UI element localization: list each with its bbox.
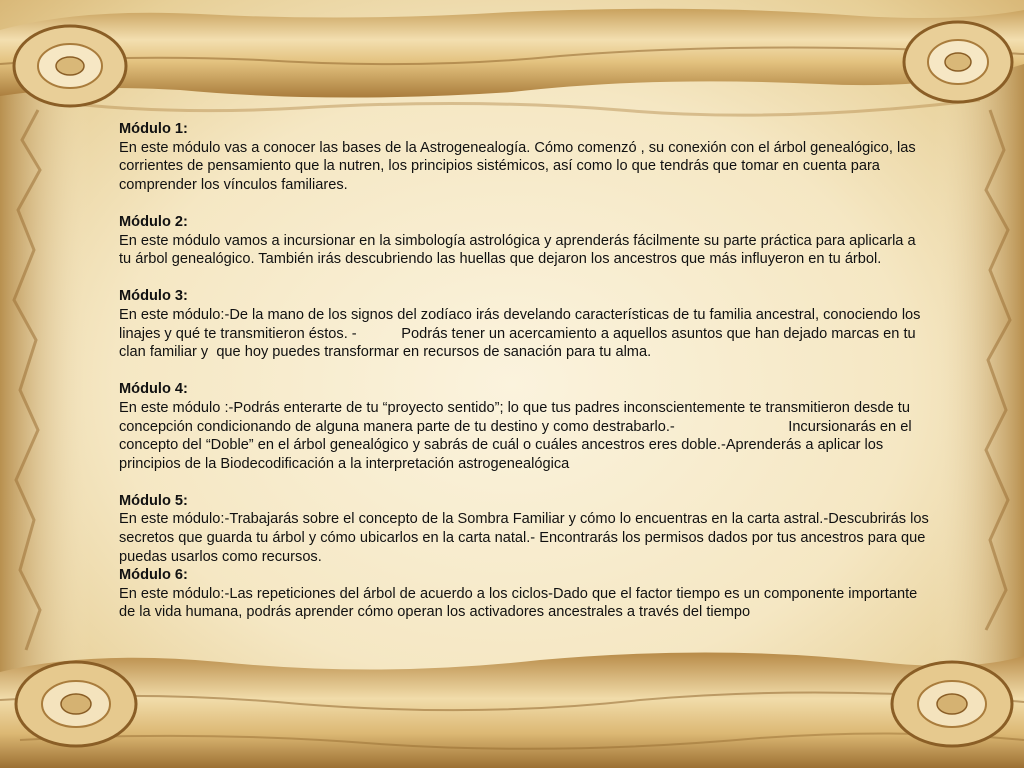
module-title: Módulo 1: [119,121,188,137]
module-description: En este módulo vamos a incursionar en la simbología astrológica y aprenderás fácilmente su parte práctica para aplicarla a tu árbol genealógico. También irás descubriendo las huellas que dejaron los ancestros que más influyeron en tu árbol. [119,232,920,268]
left-edge-shading [0,60,90,700]
modules-text [119,120,933,622]
module-4 [119,380,929,473]
bottom-scroll-roll [0,652,1024,768]
module-description: En este módulo:-Las repeticiones del árbol de acuerdo a los ciclos-Dado que el factor tiempo es un componente importante de la vida humana, podrás aprender cómo operan los activadores ancestrales a través del tiempo [119,585,922,621]
module-6 [119,566,929,622]
module-title: Módulo 3: [119,288,188,305]
module-2 [119,213,929,269]
module-5 [119,492,933,566]
module-description: En este módulo:-Trabajarás sobre el concepto de la Sombra Familiar y cómo lo encuentras en la carta astral.-Descubrirás los secretos que guarda tu árbol y cómo ubicarlos en la carta natal.- Encontrarás los permisos dados por tus ancestros para que puedas usarlos como recursos. [119,511,933,565]
module-3 [119,287,929,361]
module-title: Módulo 6: [119,567,188,584]
module-title: Módulo 4: [119,381,188,398]
module-1 [119,120,929,194]
top-scroll-roll [0,9,1024,98]
module-description: En este módulo :-Podrás enterarte de tu “proyecto sentido”; lo que tus padres inconscientemente te transmitieron desde tu concepción condicionando de alguna manera parte de tu destino y como destrabarlo.- Incursionarás en el concepto del “Doble” en el árbol genealógico y sabrás de cuál o cuáles ancestros eres doble.-Aprenderás a aplicar los principios de la Biodecodificación a la interpretación astrogenealógica [119,399,916,472]
module-title: Módulo 5: [119,492,188,509]
module-description: En este módulo:-De la mano de los signos del zodíaco irás develando características de tu familia ancestral, conociendo los linajes y qué te transmitieron éstos. - Podrás tener un acercamiento a aquellos asuntos que han dejado marcas en tu clan familiar y que hoy puedes transformar en recursos de sanación para tu alma. [119,306,925,361]
right-edge-shading [934,60,1024,700]
module-title: Módulo 2: [119,213,188,230]
module-description: En este módulo vas a conocer las bases de la Astrogenealogía. Cómo comenzó , su conexión con el árbol genealógico, las corrientes de pensamiento que la nutren, los principios sistémicos, así como lo que tendrás que tomar en cuenta para comprender los vínculos familiares. [119,139,920,193]
